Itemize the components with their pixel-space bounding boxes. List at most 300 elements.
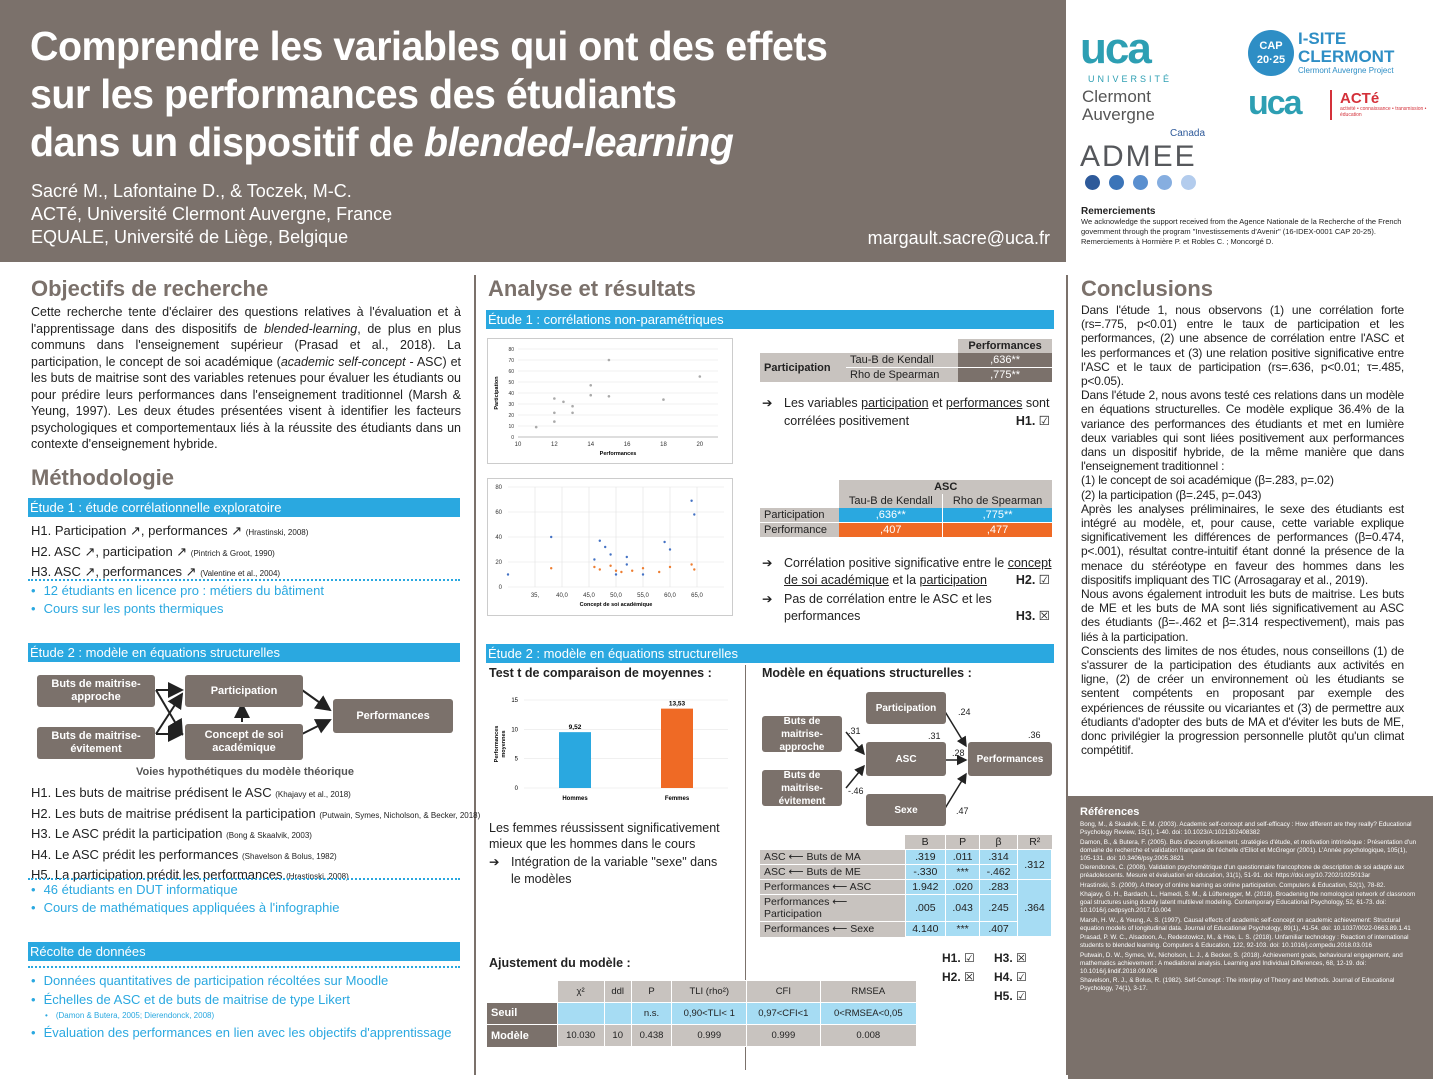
bullet-item: • Évaluation des performances en lien avec les objectifs d'apprentissage: [31, 1023, 451, 1042]
uca-universite: UNIVERSITÉ: [1087, 74, 1172, 84]
remerciements-text: We acknowledge the support received from the Agence Nationale de la Recherche of the French government through the program "Investissements d'Avenir" (16-IDEX-0001 CAP 20-25). Remerciements à Hormière P. et Robles C. ; Moncorgé D.: [1081, 217, 1402, 246]
table-cell: ,636**: [839, 508, 942, 523]
title-line-2: sur les performances des étudiants: [30, 71, 677, 117]
y-tick-label: 40: [508, 391, 514, 397]
hyp-result: H2. ☒: [942, 970, 975, 984]
sem-box-sexe: Sexe: [866, 794, 946, 826]
y-tick-label: 0: [514, 786, 518, 792]
table-row-label: Performances ⟵ Participation: [760, 895, 905, 922]
table-cell: 0.999: [672, 1025, 747, 1047]
conclusion-para: (2) la participation (β=.245, p=.043): [1081, 487, 1262, 502]
x-tick-label: 12: [551, 442, 558, 448]
y-tick-label: 0: [511, 435, 514, 441]
objectifs-t2: , de plus en plus communs dans l'enseignement supérieur (Prasad et al., 2018). La participation, le concept de soi académique (: [31, 321, 461, 369]
y-tick-label: 60: [508, 369, 514, 375]
hyp-text: H1. Participation ↗, performances ↗: [31, 523, 246, 538]
bar-chart-ttest: [488, 688, 738, 808]
analyse-etude2-bar: Étude 2 : modèle en équations structurelles: [486, 644, 1054, 663]
x-tick-label: 10: [514, 442, 522, 448]
hyp-text: H5. La participation prédit les performances: [31, 867, 287, 882]
section-title-objectifs: Objectifs de recherche: [31, 276, 269, 301]
bullet-item: • Échelles de ASC et de buts de maitrise de type Likert: [31, 990, 451, 1009]
data-point: [642, 573, 644, 575]
dotted-separator: [28, 878, 460, 880]
table-cell: [557, 1003, 604, 1025]
hyp-text: H4. Le ASC prédit les performances: [31, 846, 242, 862]
ttest-bullet: [489, 854, 729, 888]
table-header: RMSEA: [820, 981, 916, 1003]
etude1-bar: Étude 1 : étude corrélationnelle exploratoire: [28, 498, 460, 517]
t1-note-text: [762, 394, 1052, 430]
y-tick-label: 70: [508, 358, 514, 364]
data-point: [690, 500, 692, 502]
reference-item: Marsh, H. W., & Yeung, A. S. (1997). Causal effects of academic self-concept on academic achievement: Structural equation models of longitudinal data. Journal of Educational Psychology, 89(1), 41-54. doi: 10.1037/0022-0663.89.1.41: [1080, 916, 1411, 932]
data-point: [626, 563, 628, 565]
table-cell: 0.438: [631, 1025, 672, 1047]
recolte-ref-text: (Damon & Butera, 2005; Dierendonck, 2008): [55, 1011, 215, 1020]
section-title-analyse: Analyse et résultats: [488, 276, 696, 301]
acte-text: ACTé: [1340, 90, 1380, 107]
box-concept-soi: Concept de soi académique: [185, 724, 303, 760]
y-tick-label: 15: [511, 698, 518, 704]
isite-text: I-SITE: [1298, 29, 1347, 48]
table-cell: Rho de Spearman: [846, 368, 958, 383]
objectifs-t2i: academic self-concept: [280, 354, 406, 369]
table-cell: .407: [980, 922, 1018, 937]
diagram-caption: Voies hypothétiques du modèle théorique: [136, 766, 354, 778]
y-tick-label: 80: [508, 347, 514, 353]
sem-title: Modèle en équations structurelles :: [762, 666, 972, 680]
arrow-icon: ➔: [762, 592, 773, 606]
data-point: [593, 558, 595, 560]
uca-logo-text: [1082, 70, 1178, 124]
authors: [31, 180, 392, 249]
ttest-text: Les femmes réussissent significativement mieux que les hommes dans le cours: [489, 821, 720, 851]
uca-name-2: Auvergne: [1082, 105, 1155, 124]
e1-hypotheses: [31, 522, 308, 584]
hyp-ref: (Shavelson & Bolus, 1982): [242, 851, 337, 861]
note-b: et: [928, 396, 946, 410]
cap-years: 20·25: [1256, 54, 1286, 66]
table-row-label: Performance: [760, 523, 839, 538]
table-cell: ,407: [839, 523, 942, 538]
e1-bullets: [31, 582, 324, 617]
box-buts-evitement: Buts de maitrise-évitement: [37, 727, 155, 759]
sem-box-performances: Performances: [968, 742, 1052, 776]
note-u1: participation: [861, 396, 929, 410]
note-b: et la: [888, 573, 920, 587]
x-tick-label: 60,0: [664, 593, 676, 599]
arrow-icon: ➔: [762, 396, 773, 410]
table-row-label: ASC ⟵ Buts de MA: [760, 850, 905, 865]
affiliation-line: EQUALE, Université de Liège, Belgique: [31, 227, 349, 247]
scatter-chart-1: [487, 338, 733, 464]
coef: .36: [1028, 730, 1041, 740]
hypothesis: [31, 543, 308, 564]
bar: [559, 732, 591, 788]
table-cell: 1.942: [905, 880, 946, 895]
table-cell: Tau-B de Kendall: [846, 353, 958, 368]
table-cell: 0<RMSEA<0,05: [820, 1003, 916, 1025]
data-point: [609, 565, 611, 567]
arrow-icon: ➔: [762, 556, 773, 570]
box-buts-approche: Buts de maitrise-approche: [37, 675, 155, 707]
table-row-label: Performances ⟵ Sexe: [760, 922, 905, 937]
table-header: B: [905, 835, 946, 850]
x-tick-label: 55,0: [637, 593, 649, 599]
sem-hyp-results: [942, 949, 1027, 1006]
hypothesis: [31, 846, 480, 867]
isite-sub: Clermont Auvergne Project: [1298, 66, 1394, 75]
bar-data-label: 9,52: [568, 724, 582, 732]
data-point: [615, 573, 617, 575]
acte-logo: [1340, 92, 1433, 118]
data-point: [669, 566, 671, 568]
hyp-ref: (Putwain, Symes, Nicholson, & Becker, 2018): [319, 810, 481, 820]
table-cell: 10: [604, 1025, 631, 1047]
hyp-result: H3. ☒: [994, 951, 1027, 965]
admee-logo: ADMEE: [1080, 140, 1197, 173]
table-cell: .314: [980, 850, 1018, 865]
y-tick-label: 10: [511, 727, 518, 734]
table-cell: ,775**: [943, 508, 1052, 523]
h3-result: H3. ☒: [1015, 609, 1050, 623]
logo-divider: [1330, 90, 1332, 120]
reference-item: Dierendonck, C. (2008). Validation psychométrique d'un questionnaire francophone de description de soi adapté aux préadolescents. Mesure et évaluation en éducation, 31(1), 51-91. doi: https://doi.org/10.7202/1025013ar: [1080, 864, 1405, 879]
isite-logo: [1298, 30, 1394, 66]
x-tick-label: 65,0: [691, 593, 703, 599]
hyp-result: H4. ☑: [994, 970, 1027, 984]
bullet-item: • Données quantitatives de participation récoltées sur Moodle: [31, 971, 451, 990]
sem-box-participation: Participation: [866, 692, 946, 724]
table-cell: 10.030: [557, 1025, 604, 1047]
hypothesis: [31, 522, 308, 543]
data-point: [626, 556, 628, 558]
table-cell: ***: [946, 922, 980, 937]
dotted-separator: [28, 966, 460, 968]
conclusion-para: Après les analyses préliminaires, le sexe des étudiants est intégré au modèle, et, pour cause, cette variable explique significativement les différences de performances (β=0.474, p<.001), résultat contre-intuitif étant donné la présence de la menace du stéréotype en faveur des hommes dans les dispositifs impliquant des TIC (Arrosagaray et al., 2019).: [1081, 501, 1404, 587]
coef: .28: [952, 748, 965, 758]
reference-item: Shavelson, R. J., & Bolus, R. (1982). Self-Concept : The interplay of Theory and Methods. Journal of Educational Psychology, 74(1), 3-17.: [1080, 977, 1395, 992]
remerciements-title: Remerciements: [1081, 206, 1156, 217]
coef: -.46: [848, 786, 864, 796]
table-header: R²: [1018, 835, 1052, 850]
note-u2: participation: [919, 573, 987, 587]
references: [1068, 796, 1433, 1079]
section-title-conclusions: Conclusions: [1081, 276, 1214, 301]
hyp-ref: (Hrastinski, 2008): [286, 872, 349, 881]
data-point: [599, 568, 601, 570]
uca-name-1: Clermont: [1082, 87, 1151, 106]
table-cell: -.330: [905, 865, 946, 880]
dot: [1085, 175, 1100, 190]
x-axis-label: Performances: [599, 451, 637, 457]
hyp-ref: (Hrastinski, 2008): [245, 528, 309, 537]
table-cell: ,636**: [958, 353, 1052, 368]
references-title: Références: [1080, 806, 1140, 818]
table-header: β: [980, 835, 1018, 850]
data-point: [571, 412, 574, 415]
note-text: Pas de corrélation entre le ASC et les performances: [784, 592, 992, 623]
bullet-item: • 46 étudiants en DUT informatique: [31, 881, 339, 899]
note-c: sont corrélées positivement: [784, 396, 1050, 428]
bullet-item: • Cours sur les ponts thermiques: [31, 600, 324, 618]
data-point: [562, 401, 565, 404]
conclusions-text: [1081, 303, 1404, 758]
recolte-bullets: [31, 971, 451, 1042]
acte-sub: activité • connaissance • transmission • éducation: [1340, 106, 1427, 118]
affiliation-line: ACTé, Université Clermont Auvergne, France: [31, 204, 393, 224]
title-line-3a: dans un dispositif de: [30, 119, 425, 165]
dot: [1157, 175, 1172, 190]
data-point: [604, 546, 606, 548]
section-title-methodologie: Méthodologie: [31, 465, 174, 490]
y-tick-label: 10: [508, 424, 514, 430]
y-tick-label: 80: [495, 485, 502, 491]
y-tick-label: 20: [495, 560, 502, 566]
x-tick-label: 20: [696, 442, 704, 448]
table-cell: [604, 1003, 631, 1025]
conclusion-para: Conscients des limites de nos études, nous conseillons (1) de s'assurer de la participation des étudiants aux activités en ligne, (2) de créer un environnement où les étudiants se sentent compétents en proposant par exemple des expériences de réussite ou vicariantes et (3) de permettre aux étudiants d'adopter des buts de MA et d'éviter les buts de ME, donc privilégier la progression personnelle plutôt qu'un climat compétitif.: [1081, 643, 1404, 758]
table-header: Performances: [958, 339, 1052, 353]
scatter-1-svg: [488, 339, 734, 465]
hypothesis: [31, 805, 480, 826]
data-point: [608, 395, 611, 398]
table-cell: -.462: [980, 865, 1018, 880]
hyp-ref: (Pintrich & Groot, 1990): [190, 548, 275, 558]
conclusion-para: Dans l'étude 1, nous observons (1) une corrélation forte (rs=.775, p<0.01) entre le taux de participation et les performances, (2) une absence de corrélation entre l'ASC et les performances et (3) une relation positive significative entre l'ASC et le taux de participation (rs=.636, p<0.01; τ=.485, p<0.05).: [1081, 303, 1404, 389]
title-line-3b: blended-learning: [424, 119, 734, 165]
table-header: P: [631, 981, 672, 1003]
data-point: [589, 384, 592, 387]
data-point: [690, 563, 692, 565]
table-header: P: [946, 835, 980, 850]
coef: .31: [848, 726, 861, 736]
reference-item: Khajavy, G. H., Bardach, L., Hamedi, S. M., & Lüftenegger, M. (2018). Broadening the nomological network of classroom goal structures using doubly latent multilevel modeling. Contemporary Educational Psychology, 52, 61-73. doi: 10.1016/j.cedpsych.2017.10.004: [1080, 891, 1416, 914]
hyp-text: H1. Les buts de maitrise prédisent le ASC: [31, 785, 276, 800]
note-a: Les variables: [784, 396, 862, 410]
table-header: ASC: [839, 480, 1052, 494]
reference-item: Damon, B., & Butera, F. (2005). Buts d'accomplissement, stratégies d'étude, et motivation intrinsèque : Présentation d'un domaine de recherche et validation française de l'échelle d'Elliot et McGregor (2001). L'Année psychologique, 105(1), 105-131. doi: 10.3406/psy.2005.3821: [1080, 838, 1417, 862]
data-point: [615, 570, 617, 572]
table-cell: ,775**: [958, 368, 1052, 383]
recolte-bar: Récolte de données: [28, 942, 460, 961]
hypothesis: [31, 825, 480, 846]
data-point: [550, 536, 552, 538]
objectifs-t1: Cette recherche tente d'éclairer des questions relatives à l'évaluation et à l'apprentissage dans des dispositifs de: [31, 305, 461, 336]
table-cell: 4.140: [905, 922, 946, 937]
objectifs-t3: - ASC) et les buts de maitrise sont des variables retenues pour évaluer les étudiants ou pour prédire leurs performances dans l'enseignement traditionnel (Marsh & Yeung, 1997). Les deux études présentées visent à identifier les facteurs psychologiques et comportementaux liés à la réussite des étudiants dans un contexte d'enseignement hybride.: [31, 354, 461, 451]
bullet-item: • Cours de mathématiques appliquées à l'infographie: [31, 899, 339, 917]
analyse-etude1-bar: Étude 1 : corrélations non-paramétriques: [486, 310, 1054, 329]
dot: [1133, 175, 1148, 190]
data-point: [553, 397, 556, 400]
e2-hypotheses: [31, 784, 480, 887]
x-tick-label: 14: [587, 442, 595, 448]
table-cell: .312: [1018, 850, 1052, 880]
data-point: [693, 513, 695, 515]
box-performances: Performances: [333, 699, 453, 733]
ttest-bullet-text: Intégration de la variable "sexe" dans le modèles: [511, 855, 718, 886]
conclusion-para: Dans l'étude 2, nous avons testé ces relations dans un modèle en équations structurelles. Ce modèle explique 36.4% de la variance des performances des étudiants et met en lumière deux variables qui sont liées positivement aux performances dans un dispositif hybride, de la même manière que dans l'enseignement traditionnel :: [1081, 388, 1404, 474]
x-tick-label: 45,0: [583, 593, 595, 599]
scatter-chart-2: [487, 478, 733, 616]
canada-label: Canada: [1170, 128, 1206, 139]
isite-clermont: CLERMONT: [1298, 47, 1395, 66]
x-tick-label: Hommes: [562, 796, 588, 802]
reference-item: Bong, M., & Skaalvik, E. M. (2003). Academic self-concept and self-efficacy : How different are they really? Educational Psychology Review, 15(1), 1-40. doi: 10.1023/A:1021302408382: [1080, 821, 1412, 836]
table-cell: .364: [1018, 880, 1052, 937]
reference-item: Putwain, D. W., Symes, W., Nicholson, L. J., & Becker, S. (2018). Achievement goals, behavioural engagement, and mathematics achievement : A mediational analysis. Learning and Individual Differences, 68, 12-19. doi: 10.1016/j.lindif.2018.09.006: [1080, 951, 1403, 975]
data-point: [693, 568, 695, 570]
conclusion-para: Nous avons également introduit les buts de maitrise. Les buts de ME et les buts de MA sont liés significativement au ASC des étudiants (β=-.462 et β=.314 respectivement), mais pas liés à la participation.: [1081, 587, 1404, 644]
data-point: [599, 540, 601, 542]
table-header: TLI (rho²): [672, 981, 747, 1003]
hyp-text: H3. ASC ↗, performances ↗: [31, 564, 201, 579]
coef: .24: [958, 707, 971, 717]
data-point: [658, 571, 660, 573]
arrow-icon: ➔: [489, 855, 500, 869]
table-row-label: Participation: [760, 508, 839, 523]
data-point: [608, 359, 611, 362]
x-tick-label: 40,0: [556, 593, 568, 599]
table-cell: .020: [946, 880, 980, 895]
column-divider: [474, 275, 476, 1075]
etude2-bar: Étude 2 : modèle en équations structurelles: [28, 643, 460, 662]
t2-notes: [762, 555, 1052, 625]
objectifs-t1i: blended-learning: [264, 321, 358, 336]
data-point: [589, 394, 592, 397]
table-cell: .005: [905, 895, 946, 922]
coef: .31: [928, 731, 941, 741]
uca-small-logo: uca: [1248, 84, 1301, 122]
note-a: Corrélation positive significative entre le: [784, 556, 1008, 570]
hyp-text: H2. Les buts de maitrise prédisent la participation: [31, 805, 320, 821]
table-cell: ***: [946, 865, 980, 880]
table-cell: 0.008: [820, 1025, 916, 1047]
table-cell: n.s.: [631, 1003, 672, 1025]
y-tick-label: 30: [508, 402, 514, 408]
x-tick-label: 35,: [530, 593, 540, 599]
hypothesis: [31, 784, 480, 805]
reference-item: Prasad, P. W. C., Alsadoon, A., Redestowicz, M., & Hoe, L. S. (2018). Unfamiliar technology : Reaction of international students to blended learning. Computers & Education, 122, 92-103. doi: 10.1016/j.compedu.2018.03.016: [1080, 934, 1409, 949]
data-point: [663, 541, 665, 543]
t2-note-1: [762, 555, 1052, 589]
table-col-header: Tau-B de Kendall: [839, 494, 942, 508]
data-point: [609, 553, 611, 555]
data-point: [620, 571, 622, 573]
conclusion-para: (1) le concept de soi académique (β=.283, p=.02): [1081, 473, 1334, 488]
y-tick-label: 60: [495, 510, 502, 516]
coef: .47: [956, 806, 969, 816]
title-line-1: Comprendre les variables qui ont des effets: [30, 23, 828, 69]
table-cell: 0,90<TLI< 1: [672, 1003, 747, 1025]
data-point: [535, 426, 538, 429]
dot: [1181, 175, 1196, 190]
hyp-ref: (Bong & Skaalvik, 2003): [226, 831, 312, 840]
table-header: χ²: [557, 981, 604, 1003]
table-cell: .319: [905, 850, 946, 865]
admee-dots: [1085, 175, 1205, 195]
table-header: CFI: [747, 981, 820, 1003]
data-point: [571, 405, 574, 408]
data-point: [550, 567, 552, 569]
ttest-title: Test t de comparaison de moyennes :: [489, 666, 712, 680]
fit-title: Ajustement du modèle :: [489, 956, 631, 970]
dot: [1109, 175, 1124, 190]
table-etude1-correlation: [760, 339, 1052, 382]
fit-table: [487, 980, 917, 1047]
reference-item: Hrastinski, S. (2009). A theory of online learning as online participation. Computers & Education, 52(1), 78-82.: [1080, 881, 1386, 889]
data-point: [699, 375, 702, 378]
table-cell: 0,97<CFI<1: [747, 1003, 820, 1025]
data-point: [593, 566, 595, 568]
x-axis-label: Concept de soi académique: [579, 602, 653, 608]
t1-note: [762, 394, 1052, 430]
data-point: [507, 573, 509, 575]
box-participation: Participation: [185, 675, 303, 707]
y-tick-label: 0: [498, 585, 502, 591]
data-point: [631, 570, 633, 572]
table-row-label: Modèle: [487, 1025, 557, 1047]
sem-box-buts-approche: Buts de maitrise-approche: [762, 716, 842, 752]
y-axis-label: Participation: [494, 376, 500, 410]
scatter-2-svg: [488, 479, 734, 617]
dotted-separator: [28, 579, 460, 581]
t2-note-2: [762, 591, 1052, 625]
data-point: [553, 420, 556, 423]
hyp-text: H3. Le ASC prédit la participation: [31, 826, 227, 841]
hyp-result: H1. ☑: [942, 951, 975, 965]
table-row-label: ASC ⟵ Buts de ME: [760, 865, 905, 880]
x-tick-label: Femmes: [664, 796, 690, 802]
table-etude1-asc: [760, 480, 1052, 537]
h1-result: H1. ☑: [1015, 414, 1050, 428]
table-cell: ,477: [943, 523, 1052, 538]
table-row-label: Seuil: [487, 1003, 557, 1025]
bar: [661, 709, 693, 788]
y-tick-label: 40: [495, 535, 502, 541]
table-cell: .245: [980, 895, 1018, 922]
y-tick-label: 50: [508, 380, 514, 386]
x-tick-label: 16: [623, 442, 631, 448]
hyp-result: H5. ☑: [994, 989, 1027, 1003]
table-cell: 0.999: [747, 1025, 820, 1047]
data-point: [669, 548, 671, 550]
table-row-label: Participation: [760, 353, 846, 382]
note-u2: performances: [945, 396, 1023, 410]
hyp-ref: (Valentine et al., 2004): [200, 569, 281, 578]
table-row-label: Performances ⟵ ASC: [760, 880, 905, 895]
remerciements: [1081, 207, 1426, 247]
data-point: [553, 412, 556, 415]
cap-logo: [1248, 30, 1294, 76]
h2-result: H2. ☑: [1015, 573, 1050, 587]
table-cell: .011: [946, 850, 980, 865]
x-tick-label: 50,0: [610, 593, 622, 599]
contact-email[interactable]: margault.sacre@uca.fr: [867, 228, 1050, 248]
data-point: [642, 567, 644, 569]
hyp-text: H2. ASC ↗, participation ↗: [31, 543, 191, 559]
table-cell: .283: [980, 880, 1018, 895]
x-tick-label: 18: [660, 442, 667, 448]
table-header: ddl: [604, 981, 631, 1003]
e2-bullets: [31, 881, 339, 916]
y-tick-label: 20: [508, 413, 514, 419]
hyp-ref: (Khajavy et al., 2018): [275, 790, 351, 799]
poster-title: [30, 22, 1000, 166]
author-line: Sacré M., Lafontaine D., & Toczek, M-C.: [31, 181, 352, 201]
